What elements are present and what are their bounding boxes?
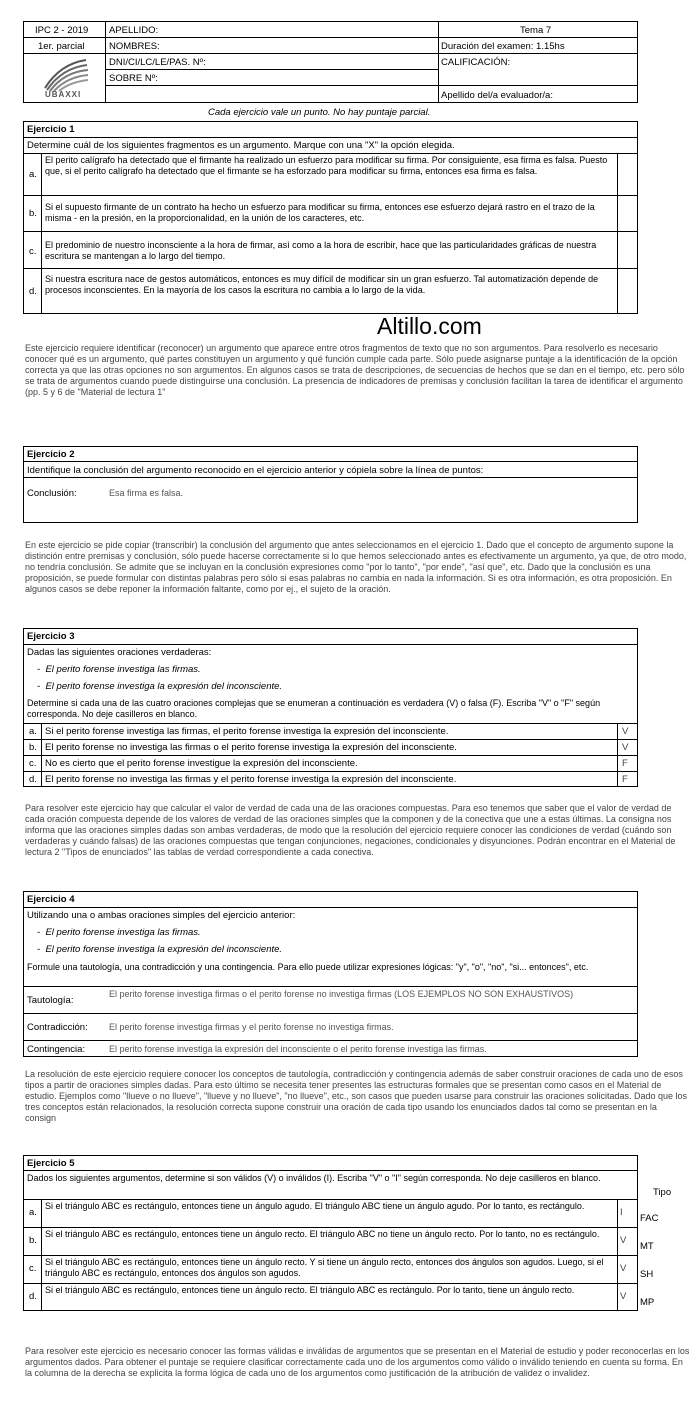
ej5-tipo-header: Tipo <box>653 1187 672 1198</box>
ej2-conclusion-answer[interactable]: Esa firma es falsa. <box>109 488 184 498</box>
ej5-tipo-c: SH <box>640 1269 654 1280</box>
ej1-option-letter: c. <box>29 246 37 257</box>
nombres-field[interactable]: NOMBRES: <box>109 41 160 52</box>
ej5-answer-a[interactable]: I <box>620 1207 623 1218</box>
exam-label: 1er. parcial <box>38 41 85 52</box>
ej5-instruction: Dados los siguientes argumentos, determine si son válidos (V) o inválidos (I). Escriba "V" o "I" según corresponda. No deje casilleros en blanco. <box>27 1173 601 1183</box>
ej2-instruction: Identifique la conclusión del argumento reconocido en el ejercicio anterior y cópiela sobre la línea de puntos: <box>27 465 484 476</box>
ubaxxi-logo <box>40 56 90 100</box>
duracion-label: Duración del examen: 1.15hs <box>441 41 565 52</box>
ej3-row-a: Si el perito forense investiga las firmas, el perito forense investiga la expresión del inconsciente. <box>45 726 449 737</box>
ej5-answer-b[interactable]: V <box>620 1235 627 1246</box>
ej3-row-letter: c. <box>29 758 37 769</box>
ej5-row-d: Si el triángulo ABC es rectángulo, entonces tiene un ángulo recto. El triángulo ABC es rectángulo. Por lo tanto, tiene un ángulo recto. <box>45 1285 575 1295</box>
apellido-field[interactable]: APELLIDO: <box>109 25 159 36</box>
evaluador-field[interactable]: Apellido del/a evaluador/a: <box>441 90 553 101</box>
ej1-mark-a[interactable] <box>618 154 637 194</box>
ej1-explanation: Este ejercicio requiere identificar (reconocer) un argumento que aparece entre otros fragmentos de texto que no son argumentos. Para resolverlo es necesario conocer qué es un argumento, qué partes constituyen un argumento y qué función cumple cada parte. Sólo puede asignarse puntaje a la identificación de la opción correcta ya que las otras opciones no son argumentos. En algunos casos se trata de descripciones, de secuencias de hechos que se dan en el tiempo, etc. pero sólo se trata de argumentos cuando puede distinguirse una conclusión. La presencia de indicadores de premisas y conclusión facilitan la tarea de identificar el argumento (pp. 5 y 6 de "Material de lectura 1" <box>25 343 685 397</box>
ej3-row-c: No es cierto que el perito forense investigue la expresión del inconsciente. <box>45 758 358 769</box>
course-label: IPC 2 - 2019 <box>35 25 89 36</box>
ej5-explanation: Para resolver este ejercicio es necesario conocer las formas válidas e inválidas de argumentos que se presentan en el Material de estudio y poder reconocerlas en los argumentos dados. Para obtener el puntaje se requiere clasificar correctamente cada uno de los argumentos como válido o inválido teniendo en cuenta su forma. En la columna de la derecha se explicita la forma lógica de cada uno de los argumentos como justificación de la atribución de validez o invalidez. <box>25 1346 690 1378</box>
ej4-title: Ejercicio 4 <box>27 894 75 905</box>
ej4-contingencia-answer[interactable]: El perito forense investiga la expresión del inconsciente o el perito forense investiga las firmas. <box>109 1044 487 1054</box>
watermark: Altillo.com <box>377 313 482 339</box>
ej3-answer-a[interactable]: V <box>622 726 629 737</box>
ej5-tipo-a: FAC <box>640 1213 659 1224</box>
ej5-tipo-b: MT <box>640 1241 654 1252</box>
ej1-mark-c[interactable] <box>618 232 637 267</box>
ej1-title: Ejercicio 1 <box>27 124 75 135</box>
ej1-option-letter: d. <box>29 286 37 297</box>
ej5-row-a: Si el triángulo ABC es rectángulo, entonces tiene un ángulo agudo. El triángulo ABC tiene un ángulo agudo. Por lo tanto, es rectángulo. <box>45 1201 585 1211</box>
ej1-option-c: El predominio de nuestro inconsciente a la hora de firmar, así como a la hora de escribir, hace que las particularidades gráficas de nuestra escritura se mantengan a lo largo del tiempo. <box>45 240 597 261</box>
ej1-mark-b[interactable] <box>618 196 637 230</box>
ej3-row-d: El perito forense no investiga las firmas y el perito forense investiga la expresión del inconsciente. <box>45 774 457 785</box>
ej3-answer-b[interactable]: V <box>622 742 629 753</box>
ej4-intro: Utilizando una o ambas oraciones simples del ejercicio anterior: <box>27 910 296 921</box>
ej4-tautologia-answer[interactable]: El perito forense investiga firmas o el perito forense no investiga firmas (LOS EJEMPLOS NO SON EXHAUSTIVOS) <box>109 989 574 999</box>
sobre-field[interactable]: SOBRE Nº: <box>109 73 158 84</box>
ej4-contradiccion-label: Contradicción: <box>27 1022 88 1033</box>
ej1-mark-d[interactable] <box>618 269 637 313</box>
ej1-instruction: Determine cuál de los siguientes fragmentos es un argumento. Marque con una "X" la opción elegida. <box>27 140 455 151</box>
ej1-option-d: Si nuestra escritura nace de gestos automáticos, entonces es muy difícil de modificar sin un gran esfuerzo. Tal automatización depende de procesos inconscientes. En la mayoría de los casos la escritura no cambia a lo largo de la vida. <box>45 274 599 295</box>
ej2-title: Ejercicio 2 <box>27 449 75 460</box>
calificacion-field[interactable]: CALIFICACIÓN: <box>441 57 511 68</box>
ej3-row-letter: b. <box>29 742 37 753</box>
ej4-contingencia-label: Contingencia: <box>27 1044 86 1055</box>
ej4-explanation: La resolución de este ejercicio requiere conocer los conceptos de tautología, contradicción y contingencia además de saber construir oraciones de cada uno de esos tipos a partir de oraciones simples dadas. Para esto último se necesita tener presentes las estructuras formales que se presentan como casos en el Material de estudio. Ejemplos como "llueve o no llueve", "llueve y no llueve", "no llueve", etc., son casos que pueden usarse para construir las oraciones solicitadas. Dado que los tres conceptos están relacionados, la resolución correcta supone construir una oración de cada tipo usando los enunciados dados tal como se presentan en la consign <box>25 1069 688 1123</box>
ej2-conclusion-label: Conclusión: <box>27 488 77 499</box>
ej1-option-b: Si el supuesto firmante de un contrato ha hecho un esfuerzo para modificar su firma, entonces ese esfuerzo dejará rastro en el trazo de la misma - en la presión, en la proporcionalidad, en la unión de los caracteres, etc. <box>45 202 595 223</box>
ej5-row-letter: a. <box>29 1207 37 1218</box>
logo-text: UBAXXI <box>45 90 82 99</box>
ej4-premise-2: - El perito forense investiga la expresión del inconsciente. <box>37 944 283 955</box>
ej3-explanation: Para resolver este ejercicio hay que calcular el valor de verdad de cada una de las oraciones compuestas. Para eso tenemos que saber que el valor de verdad de cada oración compuesta depende de los valores de verdad de las oraciones simples que la componen y de la conectiva que une a estas últimas. La consigna nos informa que las oraciones simples dadas son ambas verdaderas, de modo que la resolución del ejercicio requiere conocer las condiciones de verdad (cuándo son verdaderas y cuándo falsas) de las oraciones compuestas que tengan conjunciones, negaciones, condicionales y disyunciones. Podrán encontrar en el Material de lectura 2 "Tipos de enunciados" las tablas de verdad correspondiente a cada conectiva. <box>25 803 676 857</box>
ej5-answer-d[interactable]: V <box>620 1291 627 1302</box>
ej5-row-c: Si el triángulo ABC es rectángulo, entonces tiene un ángulo recto. Y si tiene un ángulo recto, entonces dos ángulos son agudos. Luego, si el triángulo ABC es rectángulo, entonces dos ángulos son agudos. <box>45 1257 604 1278</box>
ej3-answer-c[interactable]: F <box>622 758 628 769</box>
ej4-premise-1: - El perito forense investiga las firmas. <box>37 927 201 938</box>
tema-label: Tema 7 <box>520 25 552 36</box>
ej3-premise-1: - El perito forense investiga las firmas. <box>37 664 201 675</box>
ej2-table <box>23 446 638 523</box>
ej5-title: Ejercicio 5 <box>27 1158 75 1169</box>
ej3-answer-d[interactable]: F <box>622 774 628 785</box>
ej4-contradiccion-answer[interactable]: El perito forense investiga firmas y el perito forense no investiga firmas. <box>109 1022 394 1032</box>
dni-field[interactable]: DNI/CI/LC/LE/PAS. Nº: <box>109 57 206 68</box>
ej3-intro: Dadas las siguientes oraciones verdaderas: <box>27 647 212 658</box>
ej3-title: Ejercicio 3 <box>27 631 75 642</box>
ej2-explanation: En este ejercicio se pide copiar (transcribir) la conclusión del argumento que antes seleccionamos en el ejercicio 1. Dado que el concepto de argumento supone la distinción entre premisas y conclusión, sólo puede hacerse correctamente si lo que hemos seleccionado antes es efectivamente un argumento, ya que, de otro modo, no tendría conclusión. Se admite que se incluyan en la conclusión expresiones como "por lo tanto", "por ende", "así que", etc. Dado que la conclusión es una proposición, se puede formular con distintas palabras pero sólo si esas palabras no cambia en nada la información. Si es otra información, es otra proposición. En algunos casos se debe reponer la información faltante, como por ej., el sujeto de la oración. <box>25 540 687 594</box>
ej1-option-letter: a. <box>29 169 37 180</box>
ej3-row-letter: a. <box>29 726 37 737</box>
ej5-answer-c[interactable]: V <box>620 1263 627 1274</box>
ej5-row-letter: d. <box>29 1291 37 1302</box>
ej1-option-letter: b. <box>29 208 37 219</box>
ej3-row-letter: d. <box>29 774 37 785</box>
points-note: Cada ejercicio vale un punto. No hay puntaje parcial. <box>208 107 431 118</box>
ej3-row-b: El perito forense no investiga las firmas o el perito forense investiga la expresión del inconsciente. <box>45 742 457 753</box>
ej4-tautologia-label: Tautología: <box>27 995 74 1006</box>
ej5-row-b: Si el triángulo ABC es rectángulo, entonces tiene un ángulo recto. El triángulo ABC no tiene un ángulo recto. Por lo tanto, no es rectángulo. <box>45 1229 600 1239</box>
ej5-tipo-d: MP <box>640 1297 655 1308</box>
ej1-option-a: El perito calígrafo ha detectado que el firmante ha realizado un esfuerzo para modificar su firma. Por consiguiente, esa firma es falsa. Puesto que, si el perito calígrafo ha detectado que el firmante se ha esforzado para modificar su firma, entonces esa firma es falsa. <box>45 155 608 176</box>
ej5-row-letter: b. <box>29 1235 37 1246</box>
ej5-row-letter: c. <box>29 1263 37 1274</box>
ej3-premise-2: - El perito forense investiga la expresión del inconsciente. <box>37 681 283 692</box>
ej4-instruction: Formule una tautología, una contradicción y una contingencia. Para ello puede utilizar expresiones lógicas: "y", "o", "no", "si... entonces", etc. <box>27 962 589 972</box>
ej3-instruction: Determine si cada una de las cuatro oraciones complejas que se enumeran a continuación es verdadera (V) o falsa (F). Escriba "V" o "F" según corresponda. No deje casilleros en blanco. <box>27 698 601 719</box>
